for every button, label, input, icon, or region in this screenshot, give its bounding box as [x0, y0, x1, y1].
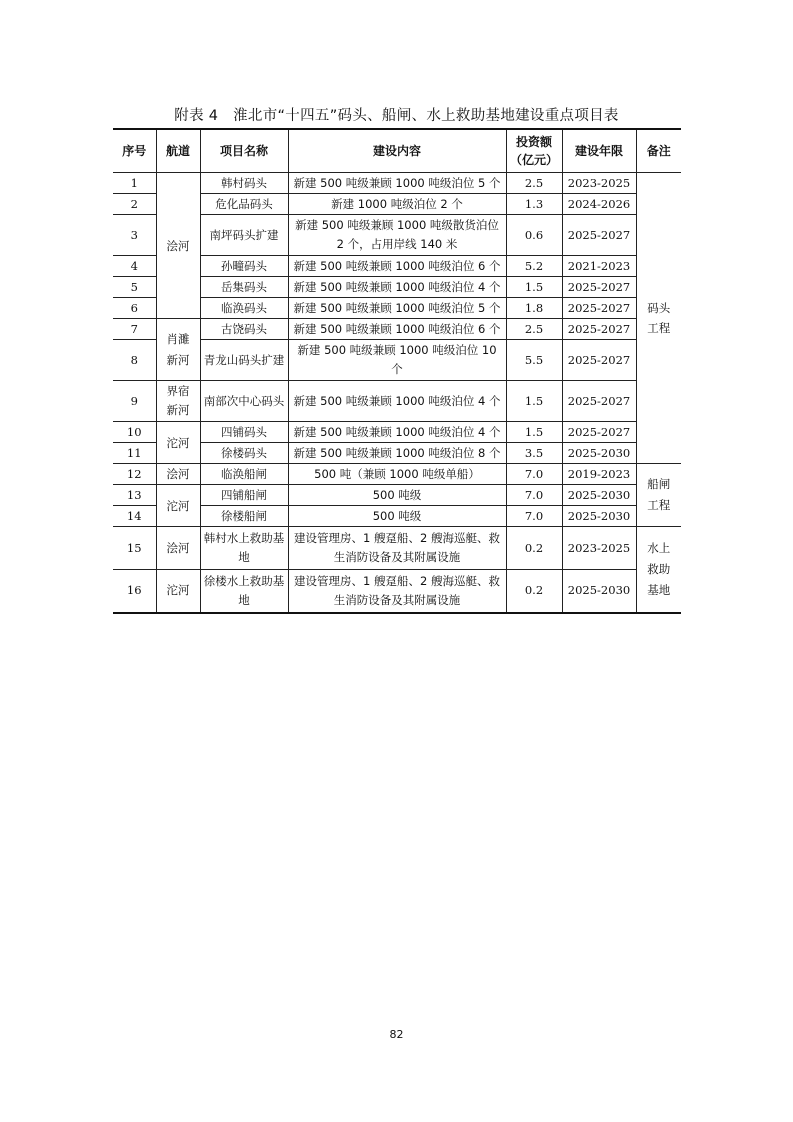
cell-content: 建设管理房、1 艘趸船、2 艘海巡艇、救生消防设备及其附属设施 — [288, 527, 506, 570]
cell-content: 新建 500 吨级兼顾 1000 吨级泊位 8 个 — [288, 443, 506, 464]
cell-content: 建设管理房、1 艘趸船、2 艘海巡艇、救生消防设备及其附属设施 — [288, 570, 506, 613]
note-wharf: 码头工程 — [647, 301, 671, 335]
cell-note — [636, 173, 681, 464]
cell-seq: 10 — [113, 422, 156, 443]
cell-name: 四铺码头 — [200, 422, 288, 443]
cell-content: 500 吨级 — [288, 485, 506, 506]
cell-name: 青龙山码头扩建 — [200, 340, 288, 381]
cell-seq: 12 — [113, 464, 156, 485]
header-period: 建设年限 — [562, 129, 636, 173]
cell-seq: 5 — [113, 277, 156, 298]
cell-seq: 3 — [113, 215, 156, 256]
cell-name: 南部次中心码头 — [200, 381, 288, 422]
cell-seq: 4 — [113, 256, 156, 277]
cell-name: 孙疃码头 — [200, 256, 288, 277]
waterway-xiaosui: 肖濉新河 — [166, 331, 190, 367]
note-lock: 船闸工程 — [647, 477, 671, 512]
cell-seq: 13 — [113, 485, 156, 506]
header-invest-line2: （亿元） — [509, 153, 558, 167]
table-row — [113, 485, 681, 506]
cell-seq: 11 — [113, 443, 156, 464]
header-row — [113, 129, 681, 173]
cell-waterway: 沱河 — [156, 422, 200, 464]
header-seq: 序号 — [113, 129, 156, 173]
cell-invest: 1.5 — [506, 277, 562, 298]
table-row — [113, 319, 681, 340]
header-name: 项目名称 — [200, 129, 288, 173]
cell-name: 岳集码头 — [200, 277, 288, 298]
cell-invest: 1.5 — [506, 422, 562, 443]
cell-seq: 16 — [113, 570, 156, 613]
cell-invest: 7.0 — [506, 485, 562, 506]
cell-period: 2025-2030 — [562, 570, 636, 613]
table-row — [113, 570, 681, 613]
cell-name: 徐楼码头 — [200, 443, 288, 464]
cell-note — [636, 527, 681, 613]
cell-content: 新建 500 吨级兼顾 1000 吨级泊位 4 个 — [288, 422, 506, 443]
cell-period: 2025-2030 — [562, 506, 636, 527]
cell-period: 2021-2023 — [562, 256, 636, 277]
cell-name: 危化品码头 — [200, 194, 288, 215]
cell-period: 2025-2030 — [562, 443, 636, 464]
cell-content: 新建 500 吨级兼顾 1000 吨级泊位 4 个 — [288, 381, 506, 422]
cell-period: 2025-2027 — [562, 381, 636, 422]
header-note: 备注 — [636, 129, 681, 173]
cell-invest: 0.2 — [506, 527, 562, 570]
cell-name: 临涣船闸 — [200, 464, 288, 485]
table-row — [113, 381, 681, 422]
cell-content: 新建 500 吨级兼顾 1000 吨级散货泊位 2 个，占用岸线 140 米 — [288, 215, 506, 256]
cell-seq: 8 — [113, 340, 156, 381]
cell-content: 新建 500 吨级兼顾 1000 吨级泊位 5 个 — [288, 298, 506, 319]
cell-seq: 2 — [113, 194, 156, 215]
table-title: 附表 4 淮北市“十四五”码头、船闸、水上救助基地建设重点项目表 — [174, 108, 619, 124]
cell-note — [636, 464, 681, 527]
cell-name: 四铺船闸 — [200, 485, 288, 506]
cell-seq: 9 — [113, 381, 156, 422]
waterway-jiesu: 界宿新河 — [166, 384, 190, 417]
cell-period: 2025-2030 — [562, 485, 636, 506]
cell-period: 2025-2027 — [562, 215, 636, 256]
projects-table — [113, 128, 681, 614]
cell-period: 2023-2025 — [562, 173, 636, 194]
cell-content: 500 吨级 — [288, 506, 506, 527]
cell-seq: 14 — [113, 506, 156, 527]
cell-period: 2023-2025 — [562, 527, 636, 570]
cell-invest: 0.2 — [506, 570, 562, 613]
cell-content: 新建 500 吨级兼顾 1000 吨级泊位 6 个 — [288, 319, 506, 340]
cell-waterway: 浍河 — [156, 173, 200, 319]
cell-invest: 5.5 — [506, 340, 562, 381]
cell-name: 韩村水上救助基地 — [200, 527, 288, 570]
cell-period: 2019-2023 — [562, 464, 636, 485]
page-number: 82 — [389, 1028, 404, 1041]
header-invest — [506, 129, 562, 173]
cell-waterway: 沱河 — [156, 485, 200, 527]
cell-period: 2025-2027 — [562, 319, 636, 340]
cell-name: 临涣码头 — [200, 298, 288, 319]
cell-seq: 6 — [113, 298, 156, 319]
header-waterway: 航道 — [156, 129, 200, 173]
cell-seq: 15 — [113, 527, 156, 570]
cell-invest: 1.8 — [506, 298, 562, 319]
cell-invest: 0.6 — [506, 215, 562, 256]
table-row — [113, 527, 681, 570]
cell-name: 古饶码头 — [200, 319, 288, 340]
cell-content: 500 吨（兼顾 1000 吨级单船） — [288, 464, 506, 485]
cell-invest: 1.3 — [506, 194, 562, 215]
cell-period: 2025-2027 — [562, 298, 636, 319]
cell-invest: 2.5 — [506, 319, 562, 340]
cell-content: 新建 1000 吨级泊位 2 个 — [288, 194, 506, 215]
cell-waterway: 浍河 — [156, 464, 200, 485]
cell-period: 2025-2027 — [562, 422, 636, 443]
cell-invest: 1.5 — [506, 381, 562, 422]
cell-invest: 7.0 — [506, 506, 562, 527]
note-rescue: 水上救助基地 — [647, 540, 671, 597]
cell-name: 徐楼船闸 — [200, 506, 288, 527]
cell-period: 2025-2027 — [562, 340, 636, 381]
table-row — [113, 422, 681, 443]
header-content: 建设内容 — [288, 129, 506, 173]
cell-name: 韩村码头 — [200, 173, 288, 194]
cell-content: 新建 500 吨级兼顾 1000 吨级泊位 10 个 — [288, 340, 506, 381]
cell-seq: 7 — [113, 319, 156, 340]
table-row — [113, 464, 681, 485]
cell-invest: 5.2 — [506, 256, 562, 277]
cell-waterway: 浍河 — [156, 527, 200, 570]
cell-period: 2025-2027 — [562, 277, 636, 298]
cell-waterway: 沱河 — [156, 570, 200, 613]
cell-waterway — [156, 319, 200, 381]
cell-period: 2024-2026 — [562, 194, 636, 215]
cell-invest: 7.0 — [506, 464, 562, 485]
cell-name: 南坪码头扩建 — [200, 215, 288, 256]
cell-invest: 3.5 — [506, 443, 562, 464]
cell-content: 新建 500 吨级兼顾 1000 吨级泊位 4 个 — [288, 277, 506, 298]
cell-name: 徐楼水上救助基地 — [200, 570, 288, 613]
table-row — [113, 173, 681, 194]
cell-seq: 1 — [113, 173, 156, 194]
header-invest-line1: 投资额 — [515, 135, 552, 149]
cell-content: 新建 500 吨级兼顾 1000 吨级泊位 6 个 — [288, 256, 506, 277]
cell-content: 新建 500 吨级兼顾 1000 吨级泊位 5 个 — [288, 173, 506, 194]
cell-invest: 2.5 — [506, 173, 562, 194]
cell-waterway — [156, 381, 200, 422]
